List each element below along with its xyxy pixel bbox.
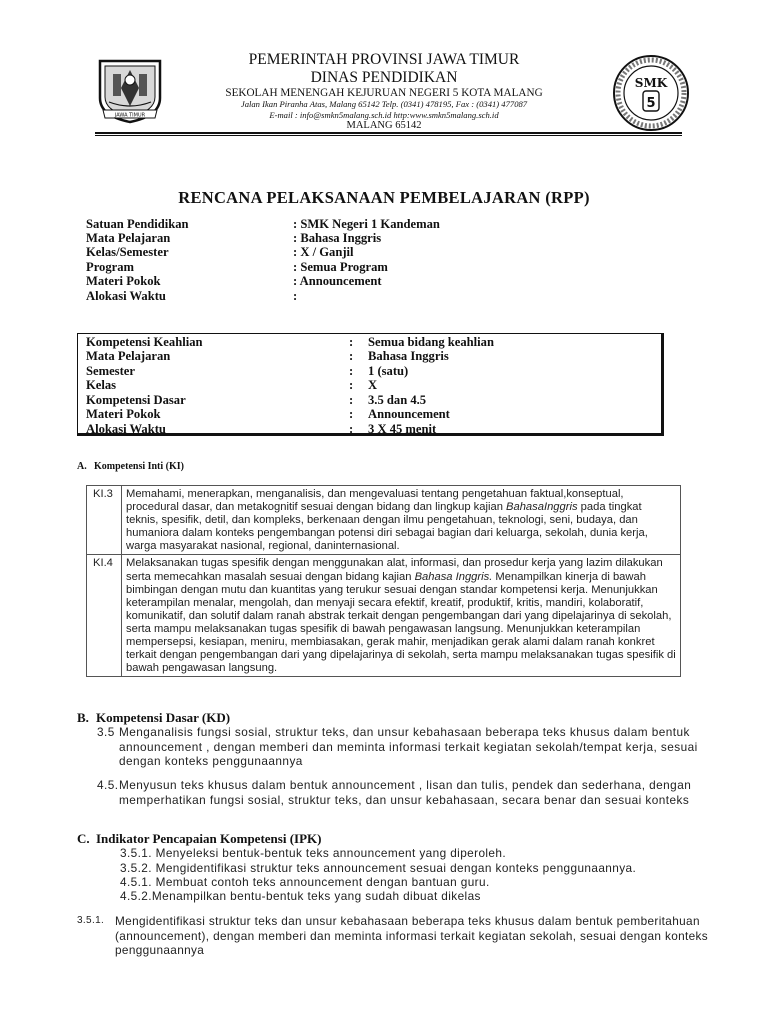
identity-row: Kelas/Semester : X / Ganjil (86, 245, 354, 259)
letterhead-contact: E-mail : info@smkn5malang.sch.id http:www.smkn5malang.sch.id (269, 110, 499, 120)
summary-row: Kelas : X (86, 378, 378, 392)
kd-item: 4.5. Menyusun teks khusus dalam bentuk announcement , lisan dan tulis, pendek dan sederhana, dengan memperhatikan fungsi sosial, struktur teks, dan unsur kebahasaan, secara benar dan sesuai konteks (97, 778, 692, 807)
summary-row: Alokasi Waktu : 3 X 45 menit (86, 422, 437, 436)
ki-code: KI.4 (87, 555, 122, 677)
svg-text:JAWA TIMUR: JAWA TIMUR (114, 112, 146, 119)
ki-table (86, 485, 681, 677)
letterhead-province: PEMERINTAH PROVINSI JAWA TIMUR (248, 51, 520, 68)
summary-row: Kompetensi Dasar : 3.5 dan 4.5 (86, 393, 427, 407)
summary-row: Mata Pelajaran : Bahasa Inggris (86, 349, 449, 363)
identity-row: Materi Pokok : Announcement (86, 274, 382, 288)
svg-text:SMK: SMK (634, 76, 668, 90)
letterhead-city: MALANG 65142 (346, 120, 422, 131)
summary-row: Kompetensi Keahlian : Semua bidang keahlian (86, 335, 494, 349)
ipk-item: 3.5.1. Menyeleksi bentuk-bentuk teks announcement yang diperoleh. (120, 846, 507, 860)
ki-description: Memahami, menerapkan, menganalisis, dan mengevaluasi tentang pengetahuan faktual,konseptual, procedural dasar, dan metakognitif sesuai dengan bidang dan lingkup kajian BahasaInggris pada tingkat teknis, spesifik, detil, dan kompleks, berkenaan dengan ilmu pengetahuan, teknologi, seni, budaya, dan humaniora dalam konteks pengembangan potensi diri sebagai bagian dari keluarga, sekolah, dunia kerja, warga masyarakat nasional, regional, daninternasional. (122, 486, 681, 555)
ipk-item: 3.5.2. Mengidentifikasi struktur teks announcement sesuai dengan konteks penggunaannya. (120, 861, 637, 875)
identity-row: Mata Pelajaran : Bahasa Inggris (86, 231, 382, 245)
kd-item: 3.5 Menganalisis fungsi sosial, struktur teks, dan unsur kebahasaan beberapa teks khusus dalam bentuk announcement , dengan memberi dan meminta informasi terkait kegiatan sekolah/tempat kerja, sesuai dengan konteks penggunaannya (97, 725, 698, 768)
section-b-heading: B. Kompetensi Dasar (KD) (77, 710, 231, 725)
letterhead-address: Jalan Ikan Piranha Atas, Malang 65142 Telp. (0341) 478195, Fax : (0341) 477087 (240, 99, 528, 109)
summary-row: Materi Pokok : Announcement (86, 407, 450, 421)
letterhead-divider (95, 132, 682, 134)
letterhead-department: DINAS PENDIDIKAN (310, 69, 458, 86)
indicator-detail: 3.5.1. Mengidentifikasi struktur teks dan unsur kebahasaan beberapa teks khusus dalam bentuk pemberitahuan (announcement), dengan memberi dan meminta informasi terkait kegiatan sekolah, sesuai dengan konteks penggunaannya (77, 914, 709, 957)
document-title: RENCANA PELAKSANAAN PEMBELAJARAN (RPP) (178, 188, 590, 207)
identity-row: Satuan Pendidikan : SMK Negeri 1 Kandeman (86, 217, 440, 231)
ki-description: Melaksanakan tugas spesifik dengan menggunakan alat, informasi, dan prosedur kerja yang lazim dilakukan serta memecahkan masalah sesuai dengan bidang kajian Bahasa Inggris. Menampilkan kinerja di bawah bimbingan dengan mutu dan kuantitas yang terukur sesuai dengan standar kompetensi kerja. Menunjukkan keterampilan menalar, mengolah, dan menyaji secara efektif, kreatif, produktif, kritis, mandiri, kolaboratif, komunikatif, dan solutif dalam ranah abstrak terkait dengan pengembangan dari yang dipelajarinya di sekolah, serta mampu melaksanakan tugas spesifik di bawah pengawasan langsung. Menunjukkan keterampilan mempersepsi, kesiapan, meniru, membiasakan, gerak mahir, menjadikan gerak alami dalam ranah konkret terkait dengan pengembangan dari yang dipelajarinya di sekolah, serta mampu melaksanakan tugas spesifik di bawah pengawasan langsung. (122, 555, 681, 677)
identity-row: Alokasi Waktu : (86, 289, 298, 303)
identity-row: Program : Semua Program (86, 260, 388, 274)
table-row (87, 555, 681, 677)
ipk-item: 4.5.1. Membuat contoh teks announcement dengan bantuan guru. (120, 875, 490, 889)
svg-text:5: 5 (646, 96, 656, 111)
ki-code: KI.3 (87, 486, 122, 555)
letterhead-divider-thin (95, 135, 682, 136)
letterhead-school: SEKOLAH MENENGAH KEJURUAN NEGERI 5 KOTA MALANG (225, 87, 543, 99)
ipk-item: 4.5.2.Menampilkan bentu-bentuk teks yang sudah dibuat dikelas (120, 889, 481, 903)
section-a-heading: A. Kompetensi Inti (KI) (77, 461, 184, 472)
section-c-heading: C. Indikator Pencapaian Kompetensi (IPK) (77, 831, 322, 846)
summary-row: Semester : 1 (satu) (86, 364, 409, 378)
table-row (87, 486, 681, 555)
